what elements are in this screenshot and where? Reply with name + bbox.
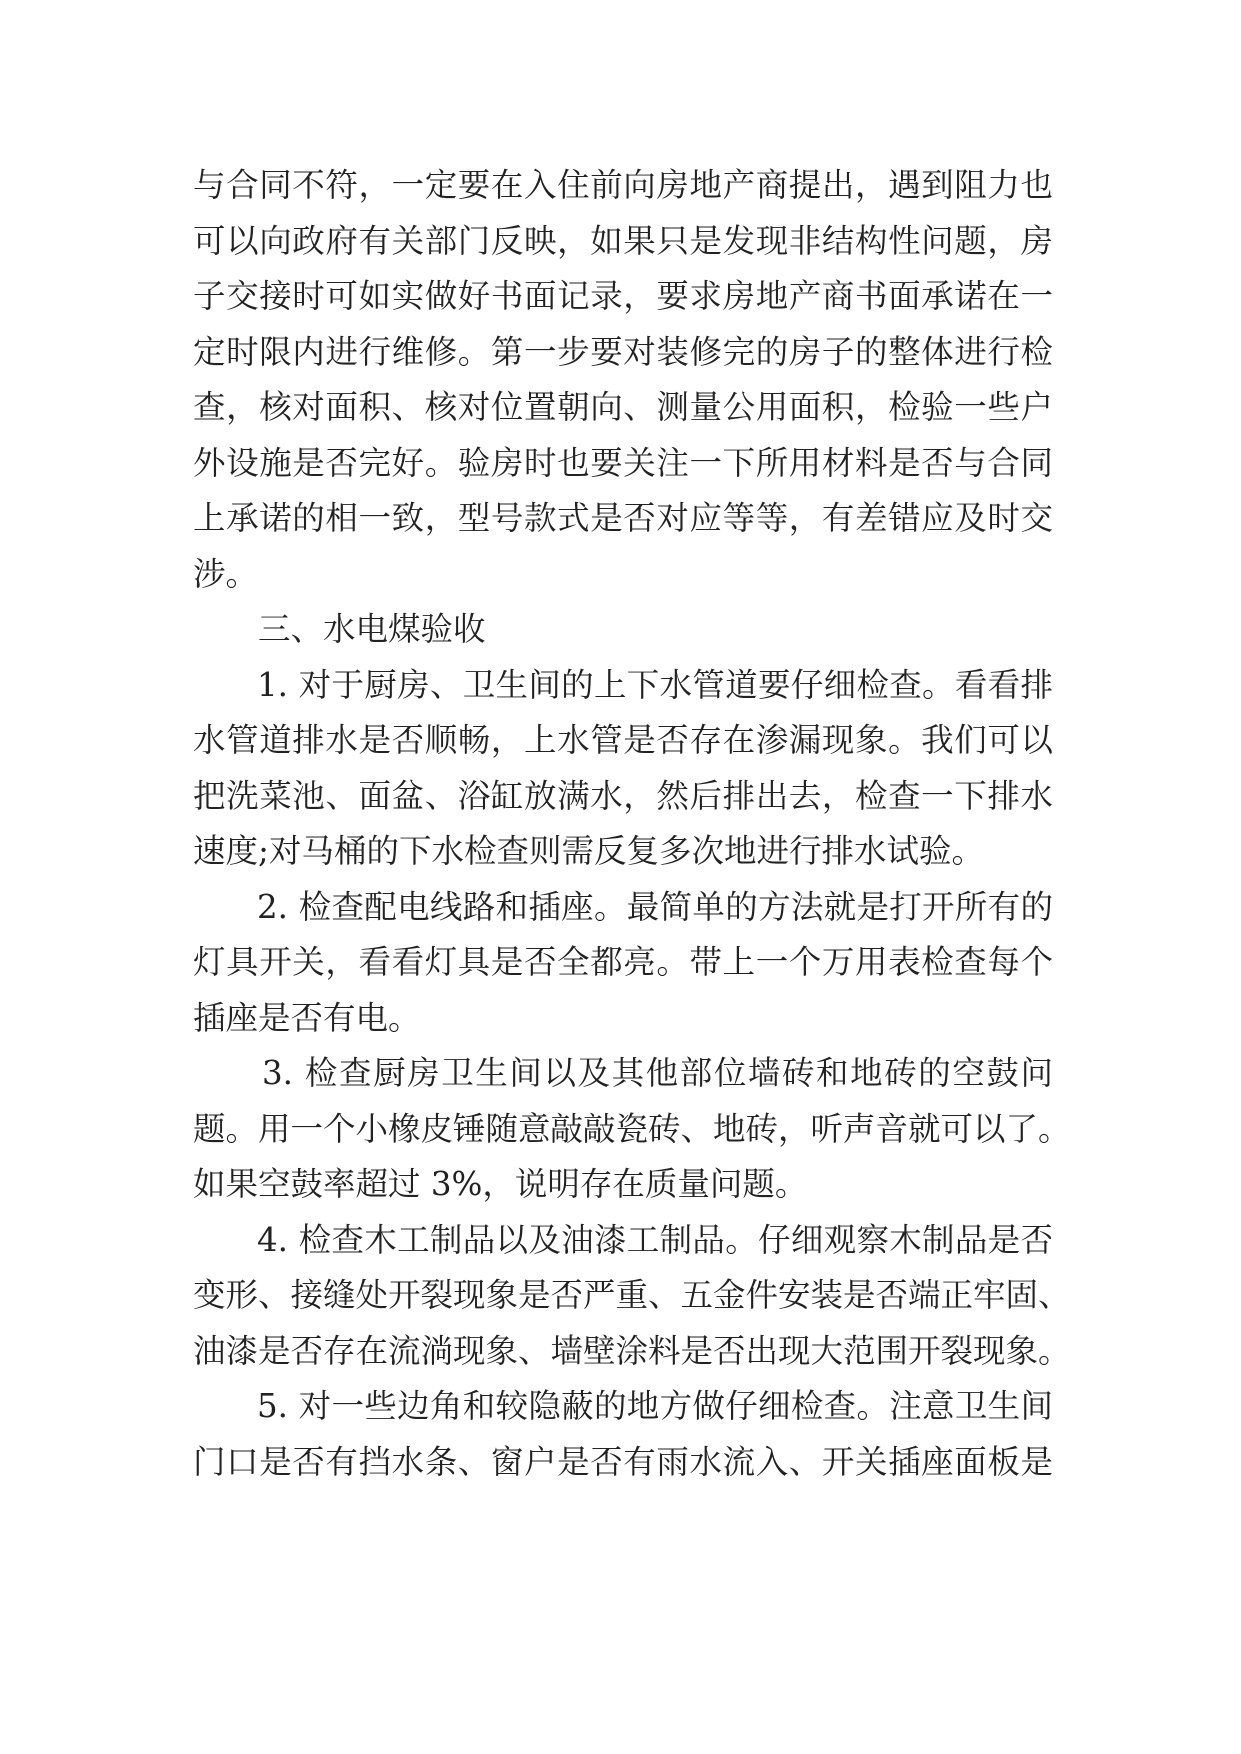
paragraph-line: 油漆是否存在流淌现象、墙壁涂料是否出现大范围开裂现象。: [193, 1331, 1071, 1370]
paragraph-line: 与合同不符，一定要在入住前向房地产商提出，遇到阻力也: [193, 166, 1053, 204]
paragraph-line: 定时限内进行维修。第一步要对装修完的房子的整体进行检: [193, 332, 1053, 371]
paragraph-line: 子交接时可如实做好书面记录，要求房地产商书面承诺在一: [193, 277, 1053, 315]
paragraph-line: 题。用一个小橡皮锤随意敲敲瓷砖、地砖，听声音就可以了。: [193, 1109, 1071, 1148]
document-body: [193, 158, 1071, 1490]
paragraph-line: 插座是否有电。: [193, 998, 421, 1037]
paragraph-line: 把洗菜池、面盆、浴缸放满水，然后排出去，检查一下排水: [193, 776, 1053, 815]
paragraph-line: 4. 检查木工制品以及油漆工制品。仔细观察木制品是否: [257, 1220, 1053, 1259]
paragraph-line: 灯具开关，看看灯具是否全都亮。带上一个万用表检查每个: [193, 943, 1053, 981]
section-heading: 三、水电煤验收: [258, 610, 486, 648]
paragraph-line: 如果空鼓率超过 3%，说明存在质量问题。: [193, 1165, 808, 1203]
paragraph-line: 1. 对于厨房、卫生间的上下水管道要仔细检查。看看排: [257, 665, 1053, 704]
paragraph-line: 查，核对面积、核对位置朝向、测量公用面积，检验一些户: [193, 388, 1053, 426]
paragraph-line: 变形、接缝处开裂现象是否严重、五金件安装是否端正牢固、: [193, 1276, 1071, 1314]
paragraph-line: 水管道排水是否顺畅，上水管是否存在渗漏现象。我们可以: [193, 721, 1053, 759]
paragraph-line: 5. 对一些边角和较隐蔽的地方做仔细检查。注意卫生间: [257, 1387, 1053, 1425]
paragraph-line: 2. 检查配电线路和插座。最简单的方法就是打开所有的: [257, 887, 1053, 926]
paragraph-line: 上承诺的相一致，型号款式是否对应等等，有差错应及时交: [193, 499, 1053, 537]
paragraph-line: 外设施是否完好。验房时也要关注一下所用材料是否与合同: [193, 443, 1053, 482]
paragraph-line: 涉。: [193, 554, 259, 593]
paragraph-line: 3. 检查厨房卫生间以及其他部位墙砖和地砖的空鼓问: [262, 1054, 1053, 1092]
paragraph-line: 速度;对马桶的下水检查则需反复多次地进行排水试验。: [193, 832, 984, 870]
paragraph-line: 门口是否有挡水条、窗户是否有雨水流入、开关插座面板是: [193, 1442, 1053, 1481]
paragraph-line: 可以向政府有关部门反映，如果只是发现非结构性问题，房: [193, 221, 1053, 260]
